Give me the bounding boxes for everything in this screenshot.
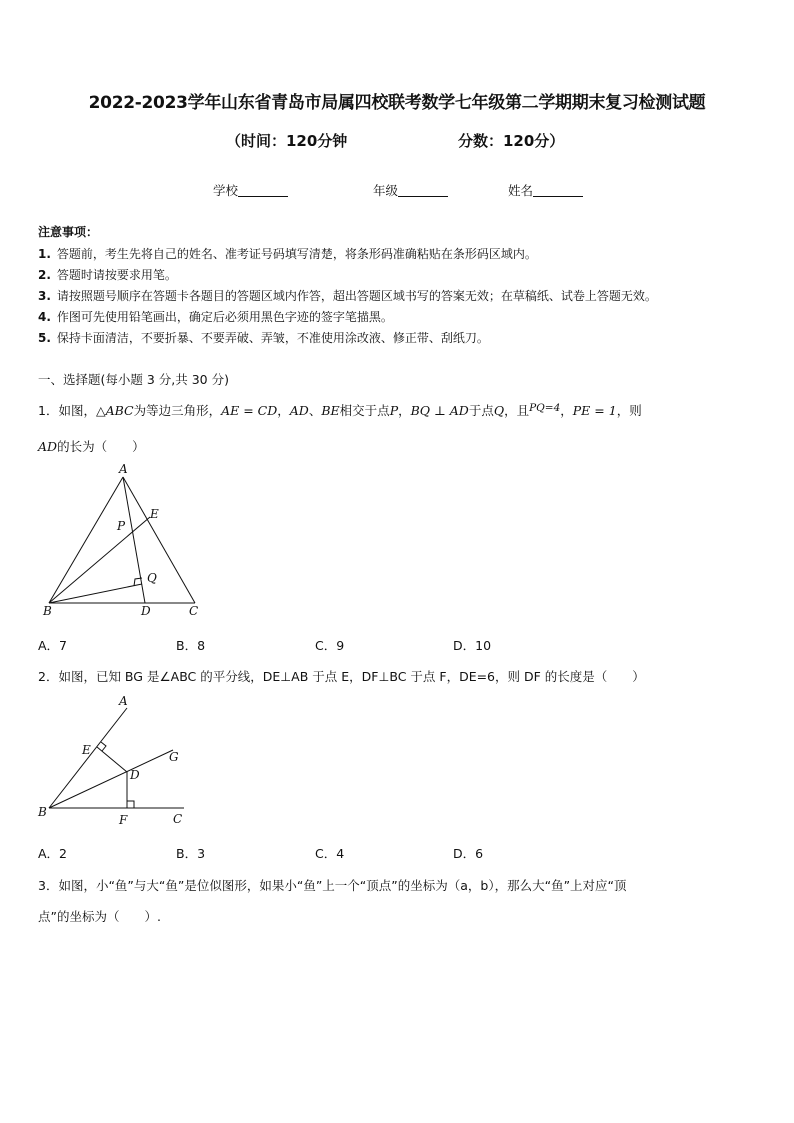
q2-option-b[interactable]: B．3 bbox=[176, 846, 206, 861]
question-1-line-2 bbox=[38, 437, 145, 455]
note-text: 答题前，考生先将自己的姓名、准考证号码填写清楚，将条形码准确粘贴在条形码区域内。 bbox=[56, 247, 537, 261]
q2-option-c[interactable]: C．4 bbox=[315, 846, 345, 861]
note-item bbox=[38, 266, 177, 283]
q1-text: 为等边三角形， bbox=[133, 403, 222, 418]
q1-text: ， bbox=[277, 403, 290, 418]
q1-math-p: P bbox=[389, 403, 399, 418]
q1-label-p: P bbox=[117, 519, 126, 533]
grade-field bbox=[373, 181, 448, 199]
q1-figure bbox=[30, 460, 220, 620]
q1-math-pe: PE = 1 bbox=[572, 403, 617, 418]
q2-label-f: F bbox=[119, 813, 128, 827]
q2-right-angle-mark-f bbox=[127, 801, 134, 808]
grade-blank bbox=[398, 184, 448, 197]
q1-label-c: C bbox=[189, 604, 199, 618]
q1-math-equality: AE = CD bbox=[221, 403, 278, 418]
q2-figure bbox=[30, 690, 200, 830]
q2-option-d[interactable]: D．6 bbox=[453, 846, 484, 861]
q1-text: ，且 bbox=[504, 403, 530, 418]
q1-text: 于点 bbox=[468, 403, 494, 418]
q2-label-e: E bbox=[82, 743, 91, 757]
q2-label-a: A bbox=[119, 694, 128, 708]
q1-text: 的长为（ ） bbox=[57, 439, 145, 454]
q2-label-b: B bbox=[38, 805, 47, 819]
q2-segment-de bbox=[97, 747, 127, 772]
q2-label-d: D bbox=[130, 768, 140, 782]
q2-option-a[interactable]: A．2 bbox=[38, 846, 68, 861]
q1-label-d: D bbox=[141, 604, 151, 618]
school-blank bbox=[238, 184, 288, 197]
school-label: 学校 bbox=[213, 183, 239, 198]
question-1-line-1 bbox=[38, 401, 642, 419]
q1-side-ab bbox=[49, 477, 123, 603]
section-heading: 一、选择题(每小题 3 分,共 30 分) bbox=[38, 372, 229, 387]
q1-label-b: B bbox=[43, 604, 52, 618]
note-text: 答题时请按要求用笔。 bbox=[56, 268, 177, 282]
note-text: 请按照题号顺序在答题卡各题目的答题区域内作答，超出答题区域书写的答案无效；在草稿纸、试卷上答题无效。 bbox=[56, 289, 657, 303]
q1-label-e: E bbox=[150, 507, 159, 521]
q1-math-ad: AD bbox=[289, 403, 309, 418]
name-field bbox=[508, 181, 583, 199]
note-item bbox=[38, 245, 537, 262]
q1-text: 1．如图， bbox=[38, 403, 96, 418]
note-text: 作图可先使用铅笔画出，确定后必须用黑色字迹的签字笔描黑。 bbox=[56, 310, 393, 324]
note-number: 1. bbox=[38, 247, 51, 261]
q1-math-ad: AD bbox=[38, 439, 58, 454]
note-number: 3. bbox=[38, 289, 51, 303]
q1-label-q: Q bbox=[147, 571, 157, 585]
note-item bbox=[38, 329, 489, 346]
q1-math-q: Q bbox=[493, 403, 505, 418]
q2-ray-ba bbox=[49, 708, 127, 808]
q2-label-g: G bbox=[169, 750, 179, 764]
exam-score: 分数：120分） bbox=[458, 132, 565, 150]
q1-math-be: BE bbox=[321, 403, 340, 418]
q1-text: 、 bbox=[308, 403, 322, 418]
note-number: 5. bbox=[38, 331, 51, 345]
question-3-line-1: 3．如图，小“鱼”与大“鱼”是位似图形，如果小“鱼”上一个“顶点”的坐标为（a，b），那么大“鱼”上对应“顶 bbox=[38, 878, 627, 893]
q1-math-perpendicular: BQ ⊥ AD bbox=[410, 403, 469, 418]
q2-label-c: C bbox=[173, 812, 183, 826]
note-number: 4. bbox=[38, 310, 51, 324]
question-3-line-2: 点”的坐标为（ ）. bbox=[38, 909, 161, 924]
note-number: 2. bbox=[38, 268, 51, 282]
grade-label: 年级 bbox=[373, 183, 399, 198]
q1-text: 相交于点 bbox=[339, 403, 390, 418]
q1-text: ，则 bbox=[616, 403, 642, 418]
q2-right-angle-mark-e bbox=[101, 742, 106, 751]
q1-label-a: A bbox=[119, 462, 128, 476]
exam-title: 2022-2023学年山东省青岛市局属四校联考数学七年级第二学期期末复习检测试题 bbox=[88, 93, 706, 113]
notes-heading: 注意事项： bbox=[38, 225, 99, 239]
q1-option-c[interactable]: C．9 bbox=[315, 638, 345, 653]
q1-segment-be bbox=[49, 517, 150, 603]
note-item bbox=[38, 308, 393, 325]
question-2-text: 2．如图，已知 BG 是∠ABC 的平分线，DE⊥AB 于点 E，DF⊥BC 于点 F，DE=6，则 DF 的长度是（ ） bbox=[38, 669, 645, 684]
note-item bbox=[38, 287, 657, 304]
q1-text: ， bbox=[560, 403, 573, 418]
name-label: 姓名 bbox=[508, 183, 534, 198]
q1-text: ， bbox=[398, 403, 411, 418]
q1-option-d[interactable]: D．10 bbox=[453, 638, 492, 653]
exam-time: （时间：120分钟 bbox=[226, 132, 348, 150]
q1-math-pq: PQ=4 bbox=[529, 402, 561, 414]
note-text: 保持卡面清洁，不要折暴、不要弄破、弄皱，不准使用涂改液、修正带、刮纸刀。 bbox=[56, 331, 489, 345]
q1-option-a[interactable]: A．7 bbox=[38, 638, 68, 653]
name-blank bbox=[533, 184, 583, 197]
q1-math-triangle: △ABC bbox=[95, 403, 134, 418]
q1-segment-bq bbox=[49, 584, 142, 603]
q1-option-b[interactable]: B．8 bbox=[176, 638, 206, 653]
school-field bbox=[213, 181, 288, 199]
